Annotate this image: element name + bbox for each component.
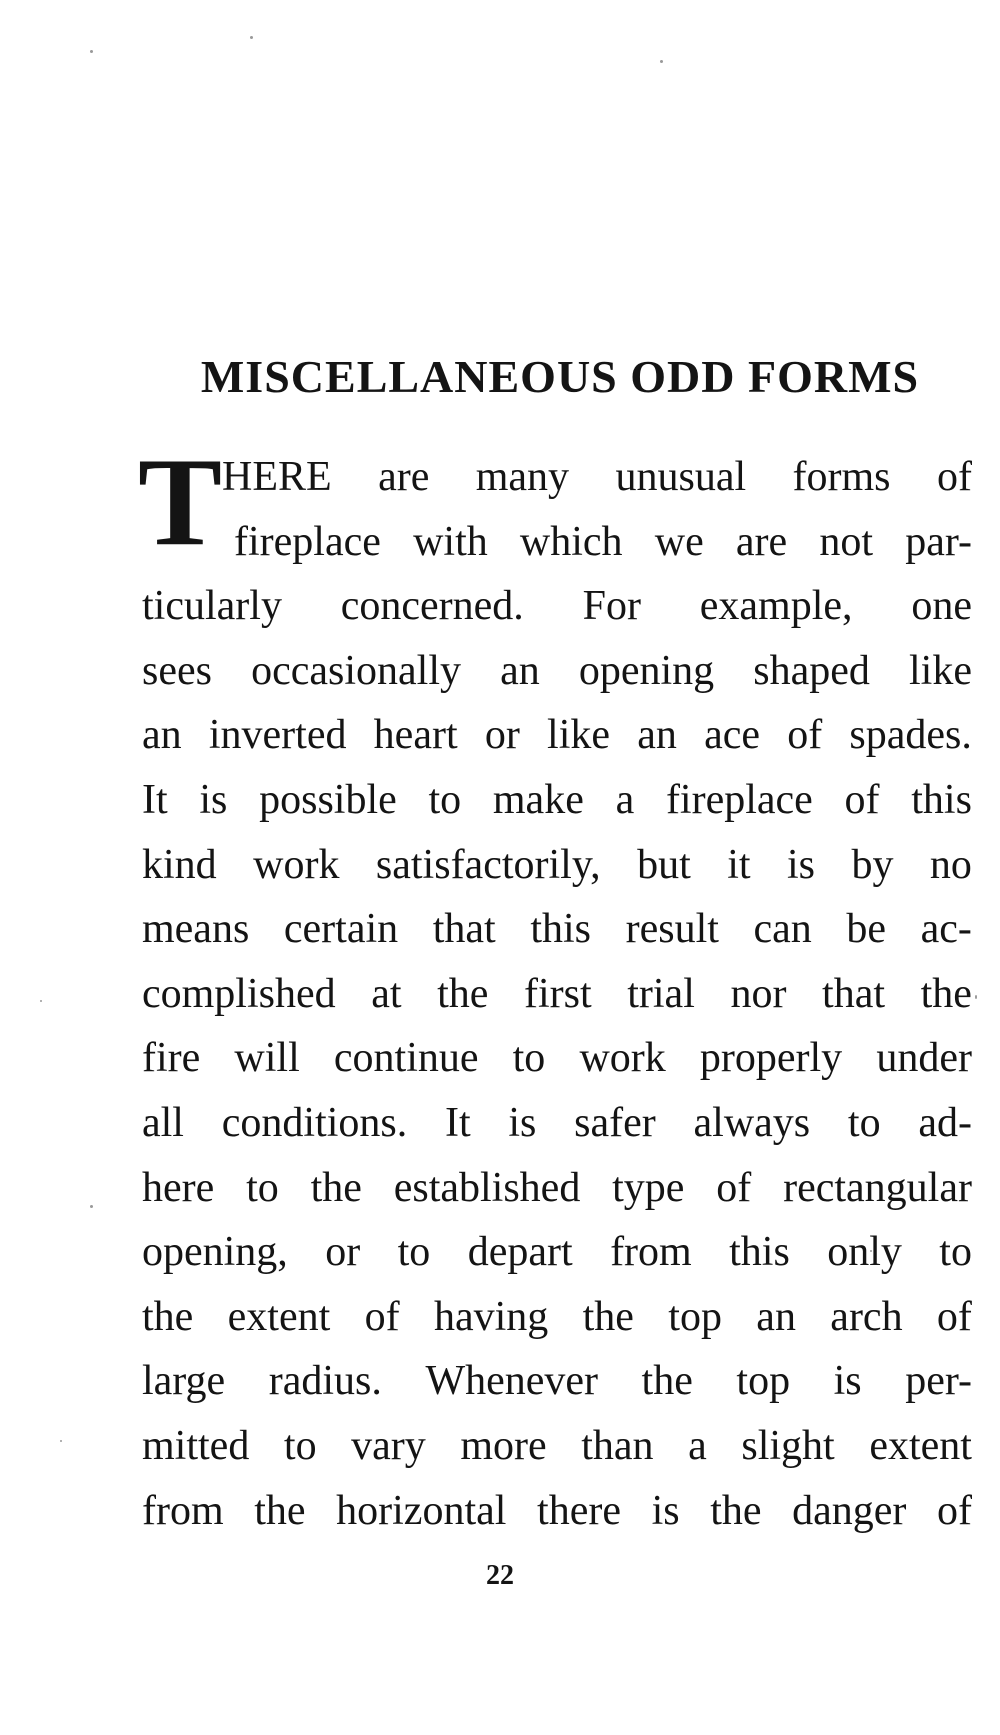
word: large bbox=[142, 1358, 226, 1405]
word: safer bbox=[574, 1099, 656, 1146]
word: fireplace bbox=[234, 518, 381, 565]
word: one bbox=[911, 583, 972, 630]
word: satisfactorily, bbox=[375, 841, 601, 888]
text-line bbox=[142, 1479, 972, 1544]
word: at bbox=[371, 970, 402, 1017]
word: It bbox=[142, 776, 168, 823]
word: first bbox=[524, 970, 592, 1017]
word: opening bbox=[578, 647, 715, 694]
word: is bbox=[651, 1487, 680, 1534]
word: of bbox=[716, 1164, 752, 1211]
word: is bbox=[199, 776, 228, 823]
word: to bbox=[939, 1229, 972, 1276]
word: established bbox=[393, 1164, 581, 1211]
word: continue bbox=[333, 1035, 479, 1082]
word: HERE bbox=[222, 454, 332, 500]
word: work bbox=[253, 841, 340, 888]
word: extent bbox=[227, 1293, 331, 1340]
word: the bbox=[710, 1487, 762, 1534]
word: work bbox=[579, 1035, 666, 1082]
word: heart bbox=[373, 712, 458, 759]
word: spades. bbox=[849, 712, 972, 759]
word: conditions. bbox=[221, 1099, 408, 1146]
word: mitted bbox=[142, 1422, 250, 1469]
word: than bbox=[581, 1422, 654, 1469]
word: result bbox=[625, 906, 719, 953]
text-line bbox=[142, 768, 972, 833]
word: no bbox=[929, 841, 972, 888]
word: fireplace bbox=[665, 776, 813, 823]
word: concerned. bbox=[340, 583, 524, 630]
word: like bbox=[547, 712, 611, 759]
word: or bbox=[484, 712, 520, 759]
body-paragraph bbox=[142, 445, 972, 1543]
word: vary bbox=[351, 1422, 426, 1469]
word: kind bbox=[142, 841, 217, 888]
word: unusual bbox=[615, 454, 747, 500]
word: of bbox=[936, 1487, 972, 1534]
word: like bbox=[908, 647, 972, 694]
word: always bbox=[693, 1099, 811, 1146]
word: slight bbox=[741, 1422, 835, 1469]
word: inverted bbox=[208, 712, 347, 759]
word: type bbox=[612, 1164, 685, 1211]
word: top bbox=[736, 1358, 791, 1405]
word: ticularly bbox=[142, 583, 282, 630]
word: means bbox=[142, 906, 250, 953]
word: there bbox=[537, 1487, 621, 1534]
word: Whenever bbox=[425, 1358, 598, 1405]
word: horizontal bbox=[336, 1487, 507, 1534]
word: to bbox=[283, 1422, 317, 1469]
word: is bbox=[508, 1099, 537, 1146]
word: extent bbox=[869, 1422, 972, 1469]
word: nor bbox=[730, 970, 787, 1017]
word: the bbox=[310, 1164, 362, 1211]
text-line bbox=[142, 962, 972, 1027]
text-line bbox=[142, 639, 972, 704]
text-line bbox=[142, 1285, 972, 1350]
word: of bbox=[364, 1293, 400, 1340]
word: the bbox=[582, 1293, 634, 1340]
word: ac- bbox=[920, 906, 972, 953]
paper-speck bbox=[90, 50, 93, 53]
word: It bbox=[444, 1099, 471, 1146]
word: from bbox=[142, 1487, 224, 1534]
word: be bbox=[846, 906, 887, 953]
word: which bbox=[519, 518, 623, 565]
word: will bbox=[234, 1035, 300, 1082]
word: this bbox=[729, 1229, 790, 1276]
word: occasionally bbox=[251, 647, 461, 694]
word: an bbox=[756, 1293, 796, 1340]
word: the bbox=[641, 1358, 693, 1405]
word: rectangular bbox=[783, 1164, 972, 1211]
word: of bbox=[787, 712, 823, 759]
chapter-heading: MISCELLANEOUS ODD FORMS bbox=[200, 351, 920, 402]
word: example, bbox=[699, 583, 853, 630]
word: possible bbox=[259, 776, 397, 823]
paper-speck bbox=[60, 1440, 62, 1442]
word: certain bbox=[283, 906, 399, 953]
text-line bbox=[142, 1414, 972, 1479]
word: forms bbox=[792, 454, 891, 500]
word: we bbox=[654, 518, 704, 565]
word: having bbox=[433, 1293, 549, 1340]
word: par- bbox=[905, 518, 972, 565]
page-number: 22 bbox=[486, 1560, 514, 1591]
word: a bbox=[688, 1422, 707, 1469]
word: an bbox=[500, 647, 540, 694]
paper-speck bbox=[975, 995, 977, 999]
word: complished bbox=[142, 970, 336, 1017]
text-line bbox=[234, 510, 972, 575]
word: that bbox=[822, 970, 886, 1017]
word: from bbox=[610, 1229, 692, 1276]
text-line bbox=[142, 1156, 972, 1221]
word: opening, bbox=[142, 1229, 288, 1276]
word: an bbox=[637, 712, 677, 759]
word: ace bbox=[704, 712, 761, 759]
paper-speck bbox=[660, 60, 663, 63]
word: it bbox=[727, 841, 751, 888]
word: here bbox=[142, 1164, 215, 1211]
word: to bbox=[246, 1164, 279, 1211]
word: many bbox=[475, 454, 570, 500]
word: to bbox=[847, 1099, 881, 1146]
word: with bbox=[413, 518, 488, 565]
word: this bbox=[530, 906, 591, 953]
word: is bbox=[833, 1358, 862, 1405]
word: by bbox=[851, 841, 894, 888]
word: to bbox=[428, 776, 462, 823]
word: shaped bbox=[753, 647, 870, 694]
word: to bbox=[512, 1035, 546, 1082]
word: an bbox=[142, 712, 182, 759]
paper-speck bbox=[250, 36, 253, 39]
word: can bbox=[753, 906, 812, 953]
word: fire bbox=[142, 1035, 201, 1082]
word: For bbox=[582, 583, 641, 630]
paper-speck bbox=[90, 1205, 93, 1208]
word: a bbox=[615, 776, 635, 823]
word: per- bbox=[905, 1358, 972, 1405]
word: the bbox=[920, 970, 972, 1017]
word: of bbox=[936, 454, 972, 500]
word: are bbox=[378, 454, 430, 500]
word: but bbox=[637, 841, 691, 888]
text-line bbox=[222, 445, 972, 510]
word: danger bbox=[792, 1487, 907, 1534]
word: the bbox=[254, 1487, 306, 1534]
word: the bbox=[437, 970, 489, 1017]
word: all bbox=[142, 1099, 184, 1146]
drop-cap-letter: T bbox=[138, 433, 223, 572]
text-line bbox=[142, 1091, 972, 1156]
word: radius. bbox=[268, 1358, 382, 1405]
word: trial bbox=[627, 970, 695, 1017]
text-line bbox=[142, 703, 972, 768]
word: sees bbox=[142, 647, 212, 694]
word: top bbox=[668, 1293, 722, 1340]
word: ad- bbox=[918, 1099, 972, 1146]
word: of bbox=[844, 776, 880, 823]
text-line bbox=[142, 1349, 972, 1414]
word: of bbox=[936, 1293, 972, 1340]
word: are bbox=[735, 518, 788, 565]
word: is bbox=[787, 841, 816, 888]
word: more bbox=[460, 1422, 547, 1469]
word: properly bbox=[699, 1035, 843, 1082]
text-line bbox=[142, 574, 972, 639]
text-line bbox=[142, 1220, 972, 1285]
word: to bbox=[397, 1229, 431, 1276]
text-line bbox=[142, 1026, 972, 1091]
word: the bbox=[142, 1293, 194, 1340]
word: make bbox=[492, 776, 584, 823]
word: arch bbox=[830, 1293, 903, 1340]
word: only bbox=[827, 1229, 902, 1276]
text-line bbox=[142, 833, 972, 898]
word: or bbox=[325, 1229, 361, 1276]
word: this bbox=[911, 776, 972, 823]
word: that bbox=[432, 906, 496, 953]
word: under bbox=[876, 1035, 972, 1082]
paper-speck bbox=[40, 1000, 42, 1002]
word: not bbox=[819, 518, 874, 565]
text-line bbox=[142, 897, 972, 962]
word: depart bbox=[467, 1229, 573, 1276]
